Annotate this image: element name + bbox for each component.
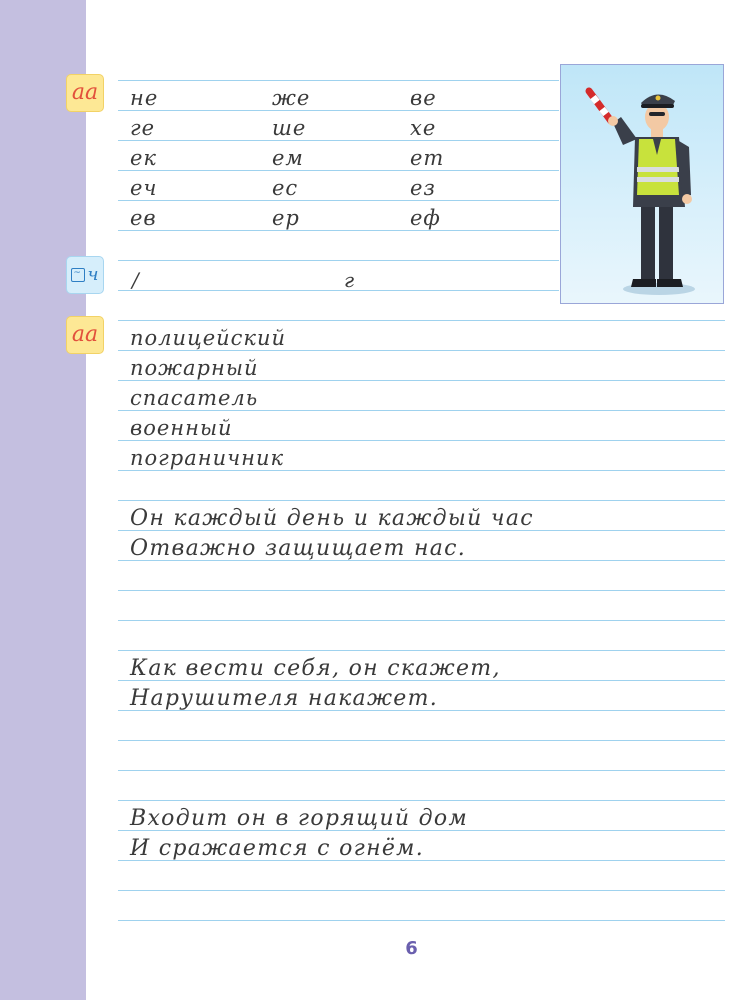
- word-item: спасатель: [130, 386, 259, 410]
- poem-line: Отважно защищает нас.: [130, 536, 467, 561]
- syllable: еч: [130, 176, 158, 200]
- syllable: ге: [130, 116, 156, 140]
- syllable: ет: [410, 146, 445, 170]
- word-item: пограничник: [130, 446, 285, 470]
- badge-letter: ч: [87, 264, 99, 285]
- syllable: не: [130, 86, 159, 110]
- letter-connection-task-icon: [66, 256, 104, 294]
- syllable: ез: [410, 176, 436, 200]
- badge-letters: аа: [71, 322, 99, 347]
- police-officer-icon: [561, 65, 722, 302]
- syllable: ес: [272, 176, 299, 200]
- poem-line: Он каждый день и каждый час: [130, 506, 534, 531]
- word-item: военный: [130, 416, 233, 440]
- syllable: ше: [272, 116, 307, 140]
- syllable: же: [272, 86, 311, 110]
- handwriting-task-icon: [66, 316, 104, 354]
- syllable: ве: [410, 86, 437, 110]
- page-number: 6: [405, 938, 418, 959]
- syllable: еф: [410, 206, 441, 230]
- word-item: пожарный: [130, 356, 259, 380]
- page-margin-strip: [0, 0, 86, 1000]
- poem-line: И сражается с огнём.: [130, 836, 425, 861]
- poem-line: Входит он в горящий дом: [130, 806, 469, 831]
- syllable: ер: [272, 206, 300, 230]
- handwriting-task-icon: [66, 74, 104, 112]
- poem-line: Нарушителя накажет.: [130, 686, 439, 711]
- syllable: хе: [410, 116, 437, 140]
- word-item: полицейский: [130, 326, 287, 350]
- letter-sample: г: [344, 268, 355, 292]
- syllable: ек: [130, 146, 157, 170]
- syllable: ем: [272, 146, 304, 170]
- police-officer-illustration: [560, 64, 724, 304]
- square-icon: ~: [71, 268, 85, 282]
- stroke-sample: ∕: [132, 268, 139, 292]
- syllable: ев: [130, 206, 157, 230]
- badge-letters: аа: [71, 80, 99, 105]
- poem-line: Как вести себя, он скажет,: [130, 656, 501, 681]
